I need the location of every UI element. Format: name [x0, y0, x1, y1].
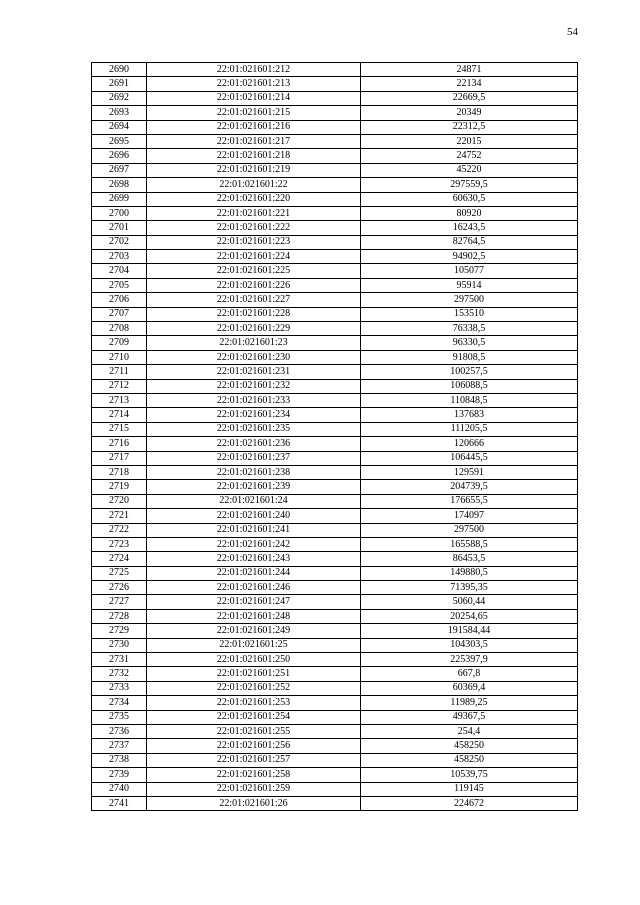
- area-cell: 297500: [361, 293, 578, 307]
- cadastral-number-cell: 22:01:021601:24: [147, 494, 361, 508]
- table-row: [92, 437, 578, 451]
- table-row: [92, 753, 578, 767]
- table-row: [92, 221, 578, 235]
- area-cell: 458250: [361, 753, 578, 767]
- cadastral-number-cell: 22:01:021601:235: [147, 422, 361, 436]
- cadastral-number-cell: 22:01:021601:213: [147, 77, 361, 91]
- table-row: [92, 696, 578, 710]
- row-number-cell: 2738: [92, 753, 147, 767]
- row-number-cell: 2696: [92, 149, 147, 163]
- table-row: [92, 609, 578, 623]
- table-row: [92, 91, 578, 105]
- row-number-cell: 2702: [92, 235, 147, 249]
- area-cell: 165588,5: [361, 537, 578, 551]
- table-row: [92, 710, 578, 724]
- cadastral-number-cell: 22:01:021601:248: [147, 609, 361, 623]
- area-cell: 100257,5: [361, 365, 578, 379]
- area-cell: 224672: [361, 796, 578, 810]
- area-cell: 153510: [361, 307, 578, 321]
- area-cell: 91808,5: [361, 350, 578, 364]
- row-number-cell: 2719: [92, 480, 147, 494]
- area-cell: 94902,5: [361, 250, 578, 264]
- cadastral-number-cell: 22:01:021601:217: [147, 134, 361, 148]
- parcel-table-body: [92, 63, 578, 811]
- area-cell: 86453,5: [361, 552, 578, 566]
- page-number: 54: [567, 26, 578, 38]
- row-number-cell: 2704: [92, 264, 147, 278]
- table-row: [92, 653, 578, 667]
- cadastral-number-cell: 22:01:021601:244: [147, 566, 361, 580]
- area-cell: 11989,25: [361, 696, 578, 710]
- table-row: [92, 149, 578, 163]
- area-cell: 105077: [361, 264, 578, 278]
- area-cell: 22669,5: [361, 91, 578, 105]
- row-number-cell: 2708: [92, 322, 147, 336]
- cadastral-number-cell: 22:01:021601:230: [147, 350, 361, 364]
- row-number-cell: 2730: [92, 638, 147, 652]
- row-number-cell: 2690: [92, 63, 147, 77]
- cadastral-number-cell: 22:01:021601:214: [147, 91, 361, 105]
- table-row: [92, 365, 578, 379]
- area-cell: 191584,44: [361, 624, 578, 638]
- table-row: [92, 422, 578, 436]
- row-number-cell: 2727: [92, 595, 147, 609]
- cadastral-number-cell: 22:01:021601:234: [147, 408, 361, 422]
- area-cell: 225397,9: [361, 653, 578, 667]
- cadastral-number-cell: 22:01:021601:239: [147, 480, 361, 494]
- cadastral-number-cell: 22:01:021601:228: [147, 307, 361, 321]
- table-row: [92, 494, 578, 508]
- row-number-cell: 2709: [92, 336, 147, 350]
- row-number-cell: 2698: [92, 178, 147, 192]
- cadastral-number-cell: 22:01:021601:231: [147, 365, 361, 379]
- area-cell: 120666: [361, 437, 578, 451]
- area-cell: 71395,35: [361, 581, 578, 595]
- table-row: [92, 192, 578, 206]
- area-cell: 20254,65: [361, 609, 578, 623]
- area-cell: 149880,5: [361, 566, 578, 580]
- area-cell: 24752: [361, 149, 578, 163]
- cadastral-number-cell: 22:01:021601:259: [147, 782, 361, 796]
- row-number-cell: 2741: [92, 796, 147, 810]
- table-row: [92, 480, 578, 494]
- area-cell: 82764,5: [361, 235, 578, 249]
- table-row: [92, 624, 578, 638]
- cadastral-number-cell: 22:01:021601:250: [147, 653, 361, 667]
- area-cell: 111205,5: [361, 422, 578, 436]
- row-number-cell: 2700: [92, 206, 147, 220]
- row-number-cell: 2733: [92, 681, 147, 695]
- area-cell: 20349: [361, 106, 578, 120]
- cadastral-number-cell: 22:01:021601:23: [147, 336, 361, 350]
- cadastral-number-cell: 22:01:021601:218: [147, 149, 361, 163]
- row-number-cell: 2726: [92, 581, 147, 595]
- table-row: [92, 552, 578, 566]
- area-cell: 10539,75: [361, 768, 578, 782]
- row-number-cell: 2725: [92, 566, 147, 580]
- table-row: [92, 739, 578, 753]
- cadastral-number-cell: 22:01:021601:227: [147, 293, 361, 307]
- cadastral-number-cell: 22:01:021601:238: [147, 465, 361, 479]
- area-cell: 80920: [361, 206, 578, 220]
- cadastral-number-cell: 22:01:021601:226: [147, 278, 361, 292]
- row-number-cell: 2722: [92, 523, 147, 537]
- area-cell: 174097: [361, 509, 578, 523]
- cadastral-number-cell: 22:01:021601:242: [147, 537, 361, 551]
- area-cell: 119145: [361, 782, 578, 796]
- table-row: [92, 408, 578, 422]
- table-row: [92, 336, 578, 350]
- table-row: [92, 681, 578, 695]
- area-cell: 22015: [361, 134, 578, 148]
- cadastral-number-cell: 22:01:021601:243: [147, 552, 361, 566]
- cadastral-number-cell: 22:01:021601:212: [147, 63, 361, 77]
- row-number-cell: 2740: [92, 782, 147, 796]
- area-cell: 22312,5: [361, 120, 578, 134]
- table-row: [92, 77, 578, 91]
- row-number-cell: 2723: [92, 537, 147, 551]
- cadastral-number-cell: 22:01:021601:26: [147, 796, 361, 810]
- row-number-cell: 2694: [92, 120, 147, 134]
- cadastral-number-cell: 22:01:021601:219: [147, 163, 361, 177]
- row-number-cell: 2715: [92, 422, 147, 436]
- table-row: [92, 537, 578, 551]
- cadastral-number-cell: 22:01:021601:223: [147, 235, 361, 249]
- area-cell: 129591: [361, 465, 578, 479]
- table-row: [92, 134, 578, 148]
- cadastral-number-cell: 22:01:021601:22: [147, 178, 361, 192]
- cadastral-number-cell: 22:01:021601:251: [147, 667, 361, 681]
- row-number-cell: 2718: [92, 465, 147, 479]
- cadastral-number-cell: 22:01:021601:233: [147, 393, 361, 407]
- cadastral-number-cell: 22:01:021601:252: [147, 681, 361, 695]
- row-number-cell: 2711: [92, 365, 147, 379]
- row-number-cell: 2720: [92, 494, 147, 508]
- table-row: [92, 581, 578, 595]
- area-cell: 137683: [361, 408, 578, 422]
- area-cell: 204739,5: [361, 480, 578, 494]
- row-number-cell: 2716: [92, 437, 147, 451]
- row-number-cell: 2706: [92, 293, 147, 307]
- cadastral-number-cell: 22:01:021601:224: [147, 250, 361, 264]
- row-number-cell: 2691: [92, 77, 147, 91]
- table-row: [92, 451, 578, 465]
- area-cell: 106088,5: [361, 379, 578, 393]
- row-number-cell: 2707: [92, 307, 147, 321]
- table-row: [92, 264, 578, 278]
- table-row: [92, 350, 578, 364]
- cadastral-number-cell: 22:01:021601:255: [147, 724, 361, 738]
- cadastral-number-cell: 22:01:021601:215: [147, 106, 361, 120]
- cadastral-number-cell: 22:01:021601:247: [147, 595, 361, 609]
- table-row: [92, 235, 578, 249]
- row-number-cell: 2734: [92, 696, 147, 710]
- table-row: [92, 566, 578, 580]
- row-number-cell: 2713: [92, 393, 147, 407]
- table-row: [92, 293, 578, 307]
- table-row: [92, 638, 578, 652]
- area-cell: 297559,5: [361, 178, 578, 192]
- table-row: [92, 278, 578, 292]
- row-number-cell: 2701: [92, 221, 147, 235]
- cadastral-number-cell: 22:01:021601:246: [147, 581, 361, 595]
- table-row: [92, 667, 578, 681]
- table-row: [92, 307, 578, 321]
- table-row: [92, 595, 578, 609]
- area-cell: 106445,5: [361, 451, 578, 465]
- table-row: [92, 393, 578, 407]
- cadastral-number-cell: 22:01:021601:221: [147, 206, 361, 220]
- table-row: [92, 178, 578, 192]
- row-number-cell: 2721: [92, 509, 147, 523]
- table-row: [92, 63, 578, 77]
- cadastral-number-cell: 22:01:021601:222: [147, 221, 361, 235]
- row-number-cell: 2737: [92, 739, 147, 753]
- row-number-cell: 2699: [92, 192, 147, 206]
- area-cell: 22134: [361, 77, 578, 91]
- table-row: [92, 120, 578, 134]
- area-cell: 24871: [361, 63, 578, 77]
- table-row: [92, 782, 578, 796]
- row-number-cell: 2692: [92, 91, 147, 105]
- row-number-cell: 2724: [92, 552, 147, 566]
- area-cell: 45220: [361, 163, 578, 177]
- area-cell: 5060,44: [361, 595, 578, 609]
- area-cell: 96330,5: [361, 336, 578, 350]
- cadastral-number-cell: 22:01:021601:216: [147, 120, 361, 134]
- cadastral-number-cell: 22:01:021601:258: [147, 768, 361, 782]
- cadastral-number-cell: 22:01:021601:241: [147, 523, 361, 537]
- cadastral-number-cell: 22:01:021601:256: [147, 739, 361, 753]
- area-cell: 667,8: [361, 667, 578, 681]
- cadastral-number-cell: 22:01:021601:253: [147, 696, 361, 710]
- row-number-cell: 2705: [92, 278, 147, 292]
- table-row: [92, 106, 578, 120]
- cadastral-number-cell: 22:01:021601:232: [147, 379, 361, 393]
- table-row: [92, 768, 578, 782]
- row-number-cell: 2736: [92, 724, 147, 738]
- area-cell: 60630,5: [361, 192, 578, 206]
- table-row: [92, 724, 578, 738]
- cadastral-number-cell: 22:01:021601:236: [147, 437, 361, 451]
- area-cell: 95914: [361, 278, 578, 292]
- table-row: [92, 163, 578, 177]
- row-number-cell: 2732: [92, 667, 147, 681]
- table-row: [92, 206, 578, 220]
- area-cell: 104303,5: [361, 638, 578, 652]
- row-number-cell: 2728: [92, 609, 147, 623]
- row-number-cell: 2717: [92, 451, 147, 465]
- row-number-cell: 2735: [92, 710, 147, 724]
- row-number-cell: 2697: [92, 163, 147, 177]
- row-number-cell: 2710: [92, 350, 147, 364]
- cadastral-number-cell: 22:01:021601:240: [147, 509, 361, 523]
- parcel-table: [91, 62, 578, 811]
- cadastral-number-cell: 22:01:021601:257: [147, 753, 361, 767]
- cadastral-number-cell: 22:01:021601:249: [147, 624, 361, 638]
- table-row: [92, 796, 578, 810]
- area-cell: 16243,5: [361, 221, 578, 235]
- table-row: [92, 379, 578, 393]
- area-cell: 49367,5: [361, 710, 578, 724]
- cadastral-number-cell: 22:01:021601:229: [147, 322, 361, 336]
- area-cell: 458250: [361, 739, 578, 753]
- area-cell: 60369,4: [361, 681, 578, 695]
- row-number-cell: 2712: [92, 379, 147, 393]
- area-cell: 110848,5: [361, 393, 578, 407]
- cadastral-number-cell: 22:01:021601:254: [147, 710, 361, 724]
- row-number-cell: 2693: [92, 106, 147, 120]
- row-number-cell: 2714: [92, 408, 147, 422]
- area-cell: 254,4: [361, 724, 578, 738]
- table-row: [92, 322, 578, 336]
- table-row: [92, 250, 578, 264]
- row-number-cell: 2729: [92, 624, 147, 638]
- cadastral-number-cell: 22:01:021601:225: [147, 264, 361, 278]
- area-cell: 176655,5: [361, 494, 578, 508]
- table-row: [92, 465, 578, 479]
- table-row: [92, 509, 578, 523]
- row-number-cell: 2739: [92, 768, 147, 782]
- cadastral-number-cell: 22:01:021601:220: [147, 192, 361, 206]
- row-number-cell: 2731: [92, 653, 147, 667]
- table-row: [92, 523, 578, 537]
- area-cell: 76338,5: [361, 322, 578, 336]
- row-number-cell: 2703: [92, 250, 147, 264]
- cadastral-number-cell: 22:01:021601:25: [147, 638, 361, 652]
- area-cell: 297500: [361, 523, 578, 537]
- row-number-cell: 2695: [92, 134, 147, 148]
- cadastral-number-cell: 22:01:021601:237: [147, 451, 361, 465]
